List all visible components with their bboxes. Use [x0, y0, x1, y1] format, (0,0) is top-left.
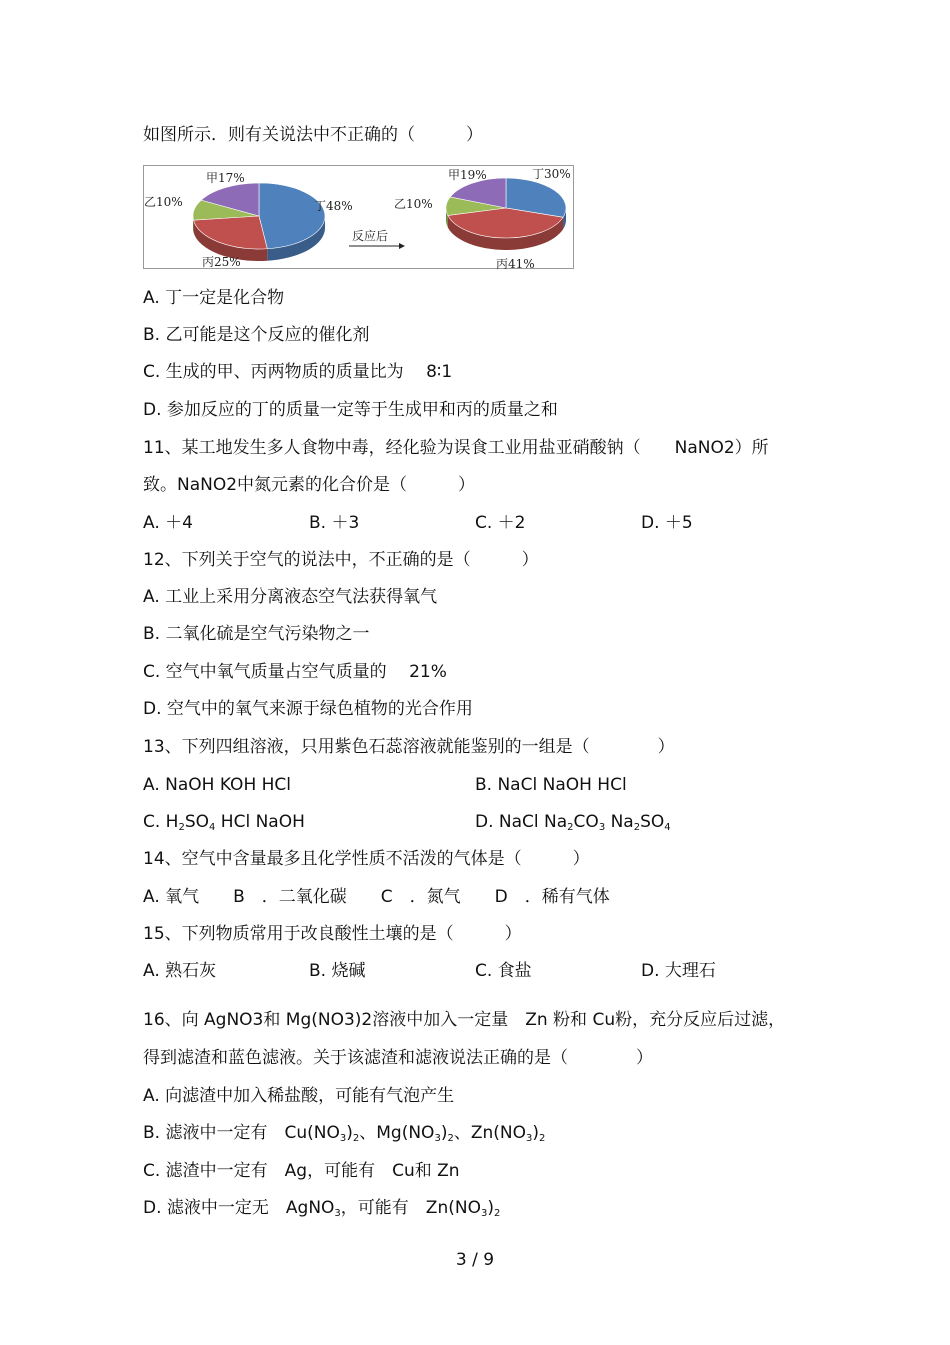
q13-option-c: C. $H_2SO_4$ HCl NaOH — [143, 812, 305, 833]
pie-label-丙: 丙25% — [202, 255, 241, 269]
pie-label-乙: 乙10% — [394, 197, 433, 211]
q12-option-b: B. 二氧化硫是空气污染物之一 — [143, 624, 370, 644]
q16-option-a: A. 向滤渣中加入稀盐酸，可能有气泡产生 — [143, 1086, 455, 1106]
q15-stem: 15、下列物质常用于改良酸性土壤的是（ ） — [143, 924, 522, 944]
pie-label-甲: 甲17% — [206, 171, 245, 185]
q15-option-b: B. 烧碱 — [309, 961, 366, 981]
q12-option-d: D. 空气中的氧气来源于绿色植物的光合作用 — [143, 699, 473, 719]
q16-stem-line1: 16、向 AgNO3和 Mg(NO3)2溶液中加入一定量 Zn 粉和 Cu粉，充分反应后过滤， — [143, 1010, 786, 1030]
q16-option-b: B. 滤液中一定有 $Cu(NO_3)_2$、$Mg(NO_3)_2$、$Zn(NO_3)_2$ — [143, 1123, 546, 1144]
q13-option-a: A. NaOH KOH HCl — [143, 775, 292, 795]
q11-option-b: B. ＋3 — [309, 513, 360, 533]
reaction-arrowhead — [399, 243, 405, 249]
q10-option-a: A. 丁一定是化合物 — [143, 288, 285, 308]
pie-label-丁: 丁48% — [314, 199, 353, 213]
pie-charts-svg — [144, 166, 575, 270]
q15-option-c: C. 食盐 — [475, 961, 532, 981]
pie-label-甲: 甲19% — [448, 168, 487, 182]
q12-option-c: C. 空气中氧气质量占空气质量的 21% — [143, 662, 447, 682]
q10-option-b: B. 乙可能是这个反应的催化剂 — [143, 325, 370, 345]
pie-label-乙: 乙10% — [144, 195, 183, 209]
arrow-label: 反应后 — [352, 229, 389, 243]
q11-option-a: A. ＋4 — [143, 513, 193, 533]
q10-option-d: D. 参加反应的丁的质量一定等于生成甲和丙的质量之和 — [143, 400, 558, 420]
pie-label-丙: 丙41% — [496, 257, 535, 270]
q14-options: A. 氧气 B ．二氧化碳 C ．氮气 D ．稀有气体 — [143, 887, 610, 907]
q16-option-c: C. 滤渣中一定有 Ag，可能有 Cu和 Zn — [143, 1161, 460, 1181]
q11-option-c: C. ＋2 — [475, 513, 526, 533]
q11-option-d: D. ＋5 — [641, 513, 693, 533]
pie-before — [144, 171, 353, 269]
q11-stem-line2: 致。NaNO2中氮元素的化合价是（ ） — [143, 475, 476, 495]
pie-chart-figure — [143, 165, 574, 269]
q13-option-d: D. NaCl $Na_2CO_3$ $Na_2SO_4$ — [475, 812, 671, 833]
intro-text: 如图所示．则有关说法中不正确的（ ） — [143, 125, 483, 145]
q12-option-a: A. 工业上采用分离液态空气法获得氧气 — [143, 587, 438, 607]
q11-stem-line1: 11、某工地发生多人食物中毒，经化验为误食工业用盐亚硝酸钠（ NaNO2）所 — [143, 438, 769, 458]
q13-stem: 13、下列四组溶液，只用紫色石蕊溶液就能鉴别的一组是（ ） — [143, 737, 675, 757]
q16-stem-line2: 得到滤渣和蓝色滤液。关于该滤渣和滤液说法正确的是（ ） — [143, 1048, 653, 1068]
q13-option-b: B. NaCl NaOH HCl — [475, 775, 627, 795]
q10-option-c: C. 生成的甲、丙两物质的质量比为 8∶1 — [143, 362, 453, 382]
page-number: 3 / 9 — [455, 1250, 495, 1270]
pie-label-丁: 丁30% — [532, 167, 571, 181]
q14-stem: 14、空气中含量最多且化学性质不活泼的气体是（ ） — [143, 849, 590, 869]
q12-stem: 12、下列关于空气的说法中，不正确的是（ ） — [143, 550, 539, 570]
q16-option-d: D. 滤液中一定无 AgNO$_3$，可能有 $Zn(NO_3)_2$ — [143, 1198, 501, 1219]
q15-option-d: D. 大理石 — [641, 961, 716, 981]
pie-after — [394, 167, 571, 270]
q15-option-a: A. 熟石灰 — [143, 961, 217, 981]
